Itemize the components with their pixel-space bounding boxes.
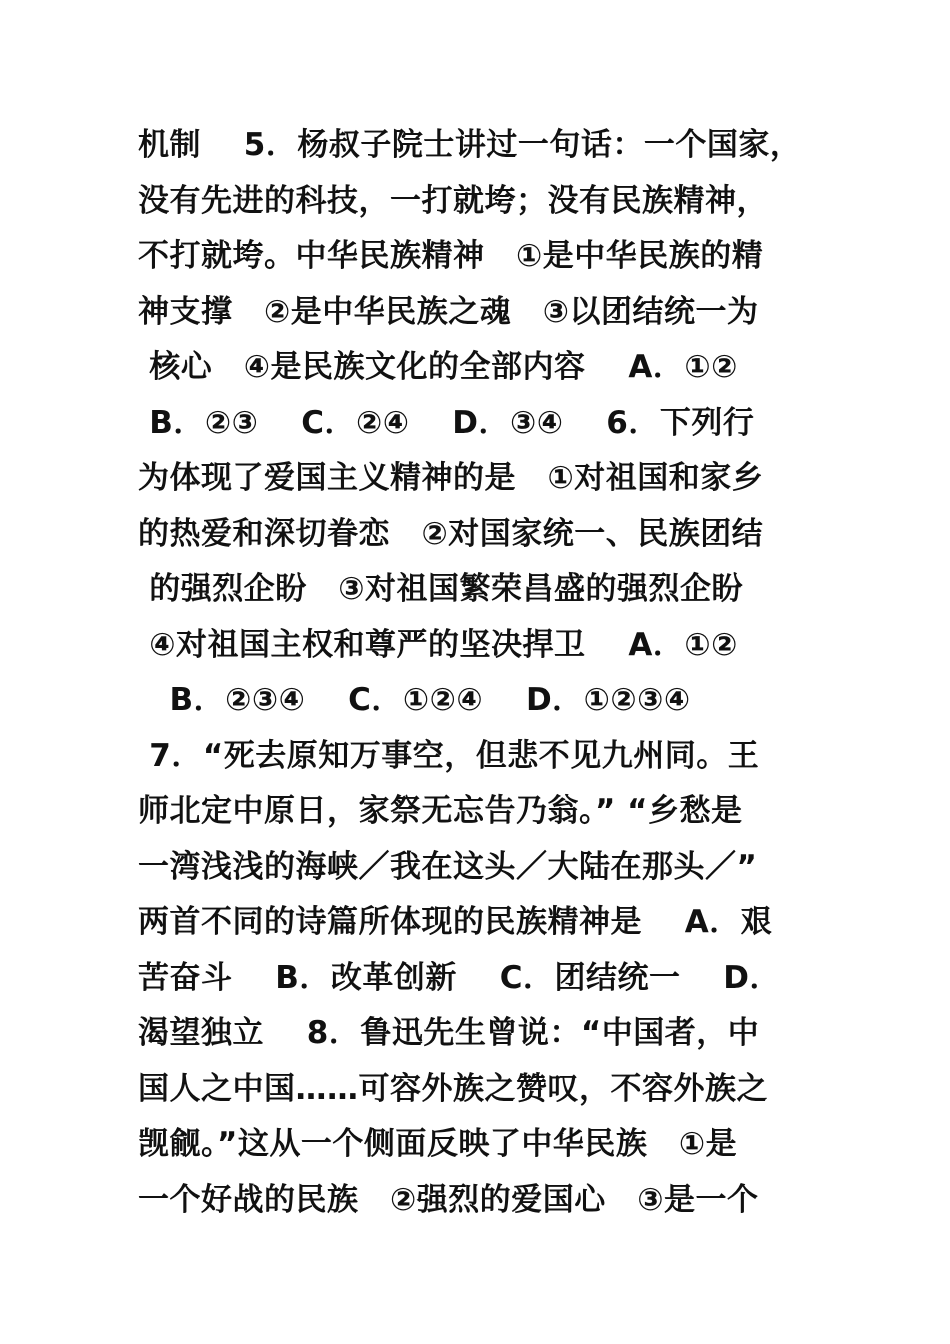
text-line: 机制 5．杨叔子院士讲过一句话：一个国家， — [138, 127, 802, 163]
text-line: 一个好战的民族 ②强烈的爱国心 ③是一个 — [138, 1181, 759, 1218]
text-line: 的强烈企盼 ③对祖国繁荣昌盛的强烈企盼 — [138, 571, 744, 607]
text-line: 核心 ④是民族文化的全部内容 A．①② — [138, 349, 738, 385]
text-line: 的热爱和深切眷恋 ②对国家统一、民族团结 — [138, 515, 764, 552]
text-line: 没有先进的科技，一打就垮；没有民族精神， — [138, 182, 768, 219]
text-line: 神支撑 ②是中华民族之魂 ③以团结统一为 — [138, 293, 759, 330]
text-line: 觊觎。”这从一个侧面反映了中华民族 ①是 — [138, 1126, 738, 1162]
text-line: 渴望独立 8．鲁迅先生曾说：“中国者，中 — [138, 1015, 760, 1051]
text-line: 不打就垮。中华民族精神 ①是中华民族的精 — [138, 238, 764, 274]
text-line: 师北定中原日，家祭无忘告乃翁。” “乡愁是 — [138, 793, 743, 829]
text-line: 国人之中国……可容外族之赞叹，不容外族之 — [138, 1070, 768, 1107]
text-line: 一湾浅浅的海峡／我在这头／大陆在那头／” — [138, 848, 758, 885]
text-line: 两首不同的诗篇所体现的民族精神是 A．艰 — [138, 904, 773, 940]
document-body — [138, 118, 838, 1228]
text-line: ④对祖国主权和尊严的坚决捍卫 A．①② — [138, 626, 738, 663]
text-line: 为体现了爱国主义精神的是 ①对祖国和家乡 — [138, 460, 764, 496]
text-line: 7．“死去原知万事空，但悲不见九州同。王 — [138, 737, 760, 774]
text-line: 苦奋斗 B．改革创新 C．团结统一 D． — [138, 959, 781, 996]
text-line: B．②③④ C．①②④ D．①②③④ — [138, 682, 691, 718]
text-line: B．②③ C．②④ D．③④ 6．下列行 — [138, 404, 755, 441]
